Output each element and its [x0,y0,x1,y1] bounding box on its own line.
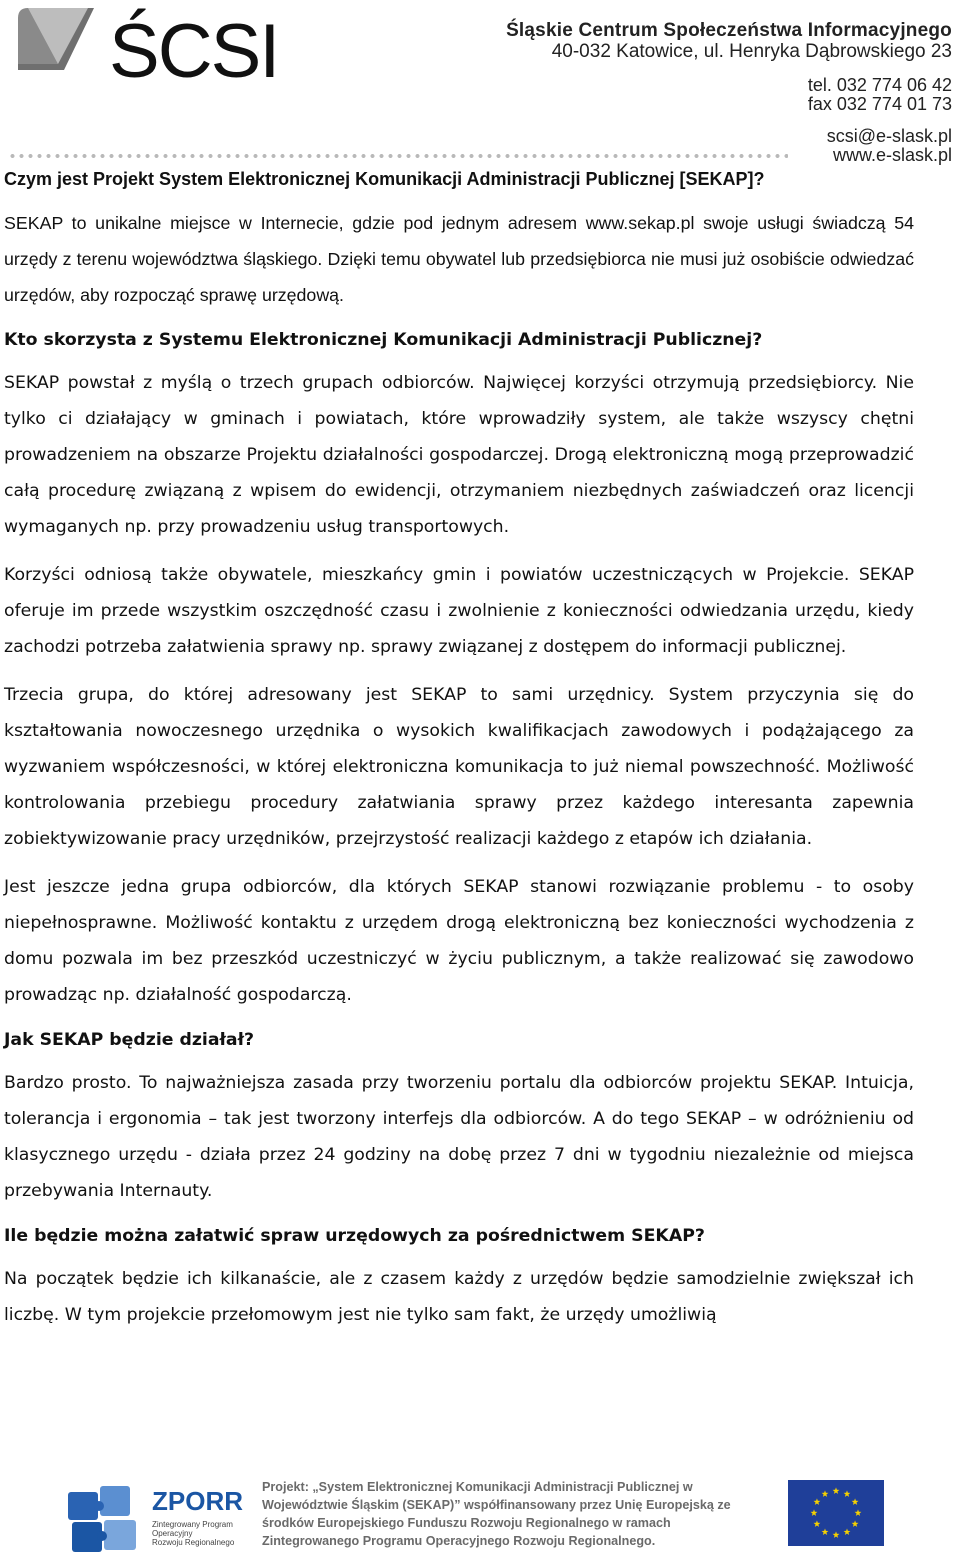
section-heading-beneficiaries: Kto skorzysta z Systemu Elektronicznej Komunikacji Administracji Publicznej? [4,330,763,350]
organization-address: 40-032 Katowice, ul. Henryka Dąbrowskiego 23 [551,41,952,62]
scsi-logo-mark-icon [14,4,114,84]
eu-flag [788,1480,884,1562]
organization-block [506,20,952,63]
document-body [4,162,914,1333]
project-cofinancing-note: Projekt: „System Elektronicznej Komunikacji Administracji Publicznej w Województwie Śląskim (SEKAP)” współfinansowany przez Unię Europejską ze środków Europejskiego Funduszu Rozwoju Regionalnego w ramach Zintegrowanego Programu Operacyjnego Rozwoju Regionalnego. [262,1480,731,1548]
zporr-subtitle-line: Zintegrowany Program [152,1520,233,1529]
scsi-logo [14,4,284,94]
website-address[interactable]: www.e-slask.pl [832,145,952,165]
zporr-subtitle-line: Operacyjny [152,1529,193,1538]
scsi-logo-text: ŚCSI [109,9,279,94]
paragraph-officials: Trzecia grupa, do której adresowany jest SEKAP to sami urzędnicy. System przyczynia się do kształtowania nowoczesnego urzędnika o wysokich kwalifikacjach zawodowych i podążającego za wyzwaniem współczesności, w której elektroniczna komunikacja to już niemal powszechność. Możliwość kontrolowania przebiegu procedury załatwiania sprawy przez każdego interesanta zapewnia zobiektywizowanie pracy urzędników, przejrzystość realizacji każdego z etapów ich działania. [4,685,914,849]
phone-number: tel. 032 774 06 42 [807,75,952,95]
paragraph-citizens: Korzyści odniosą także obywatele, mieszkańcy gmin i powiatów uczestniczących w Projekcie. SEKAP oferuje im przede wszystkim oszczędność czasu i zwolnienie z konieczności odwiedzania urzędu, kiedy zachodzi potrzeba załatwienia sprawy np. sprawy związanej z dostępem do informacji publicznej. [4,565,914,657]
footer-banner [0,1472,960,1567]
paragraph-entrepreneurs: SEKAP powstał z myślą o trzech grupach odbiorców. Najwięcej korzyści otrzymują przedsiębiorcy. Nie tylko ci działający w gminach i powiatach, które wprowadziły system, ale także wszyscy chętni prowadzeniem na obszarze Projektu działalności gospodarczej. Drogą elektroniczną mogą przeprowadzić całą procedurę związaną z wpisem do ewidencji, otrzymaniem niezbędnych zaświadczeń oraz licencji wymaganych np. przy prowadzeniu usług transportowych. [4,373,914,537]
document-title: Czym jest Projekt System Elektronicznej Komunikacji Administracji Publicznej [SEKAP]? [4,169,765,189]
zporr-subtitle [152,1520,234,1547]
zporr-title: ZPORR [152,1486,243,1516]
zporr-logo [64,1480,264,1562]
letterhead [0,0,960,168]
organization-name: Śląskie Centrum Społeczeństwa Informacyjnego [506,20,952,41]
section-heading-services-count: Ile będzie można załatwić spraw urzędowych za pośrednictwem SEKAP? [4,1226,705,1246]
intro-paragraph: SEKAP to unikalne miejsce w Internecie, gdzie pod jednym adresem www.sekap.pl swoje usługi świadczą 54 urzędy z terenu województwa śląskiego. Dzięki temu obywatel lub przedsiębiorca nie musi już osobiście odwiedzać urzędów, aby rozpocząć sprawę urzędową. [4,213,914,305]
contact-phones [808,76,952,114]
eu-flag-icon [788,1480,884,1562]
paragraph-services-count: Na początek będzie ich kilkanaście, ale z czasem każdy z urzędów będzie samodzielnie zwiększał ich liczbę. W tym projekcie przełomowym jest nie tylko sam fakt, że urzędy umożliwią [4,1269,914,1325]
paragraph-disabled: Jest jeszcze jedna grupa odbiorców, dla których SEKAP stanowi rozwiązanie problemu - to osoby niepełnosprawne. Możliwość kontaktu z urzędem drogą elektroniczną bez konieczności wychodzenia z domu pozwala im bez przeszkód uczestniczyć w życiu publicznym, a także realizować się zawodowo prowadząc np. działalność gospodarczą. [4,877,914,1005]
dotted-divider [8,153,788,159]
paragraph-how-it-works: Bardzo prosto. To najważniejsza zasada przy tworzeniu portalu dla odbiorców projektu SEKAP. Intuicja, tolerancja i ergonomia – tak jest tworzony interfejs dla odbiorców. A do tego SEKAP – w odróżnieniu od klasycznego urzędu - działa przez 24 godziny na dobę przez 7 dni w tygodniu niezależnie od miejsca przebywania Internauty. [4,1073,914,1201]
contact-web [827,127,952,165]
zporr-subtitle-line: Rozwoju Regionalnego [152,1538,235,1547]
section-heading-how-it-works: Jak SEKAP będzie działał? [4,1030,255,1050]
zporr-puzzle-icon [64,1480,148,1560]
fax-number: fax 032 774 01 73 [807,94,952,114]
email-address[interactable]: scsi@e-slask.pl [826,126,952,146]
